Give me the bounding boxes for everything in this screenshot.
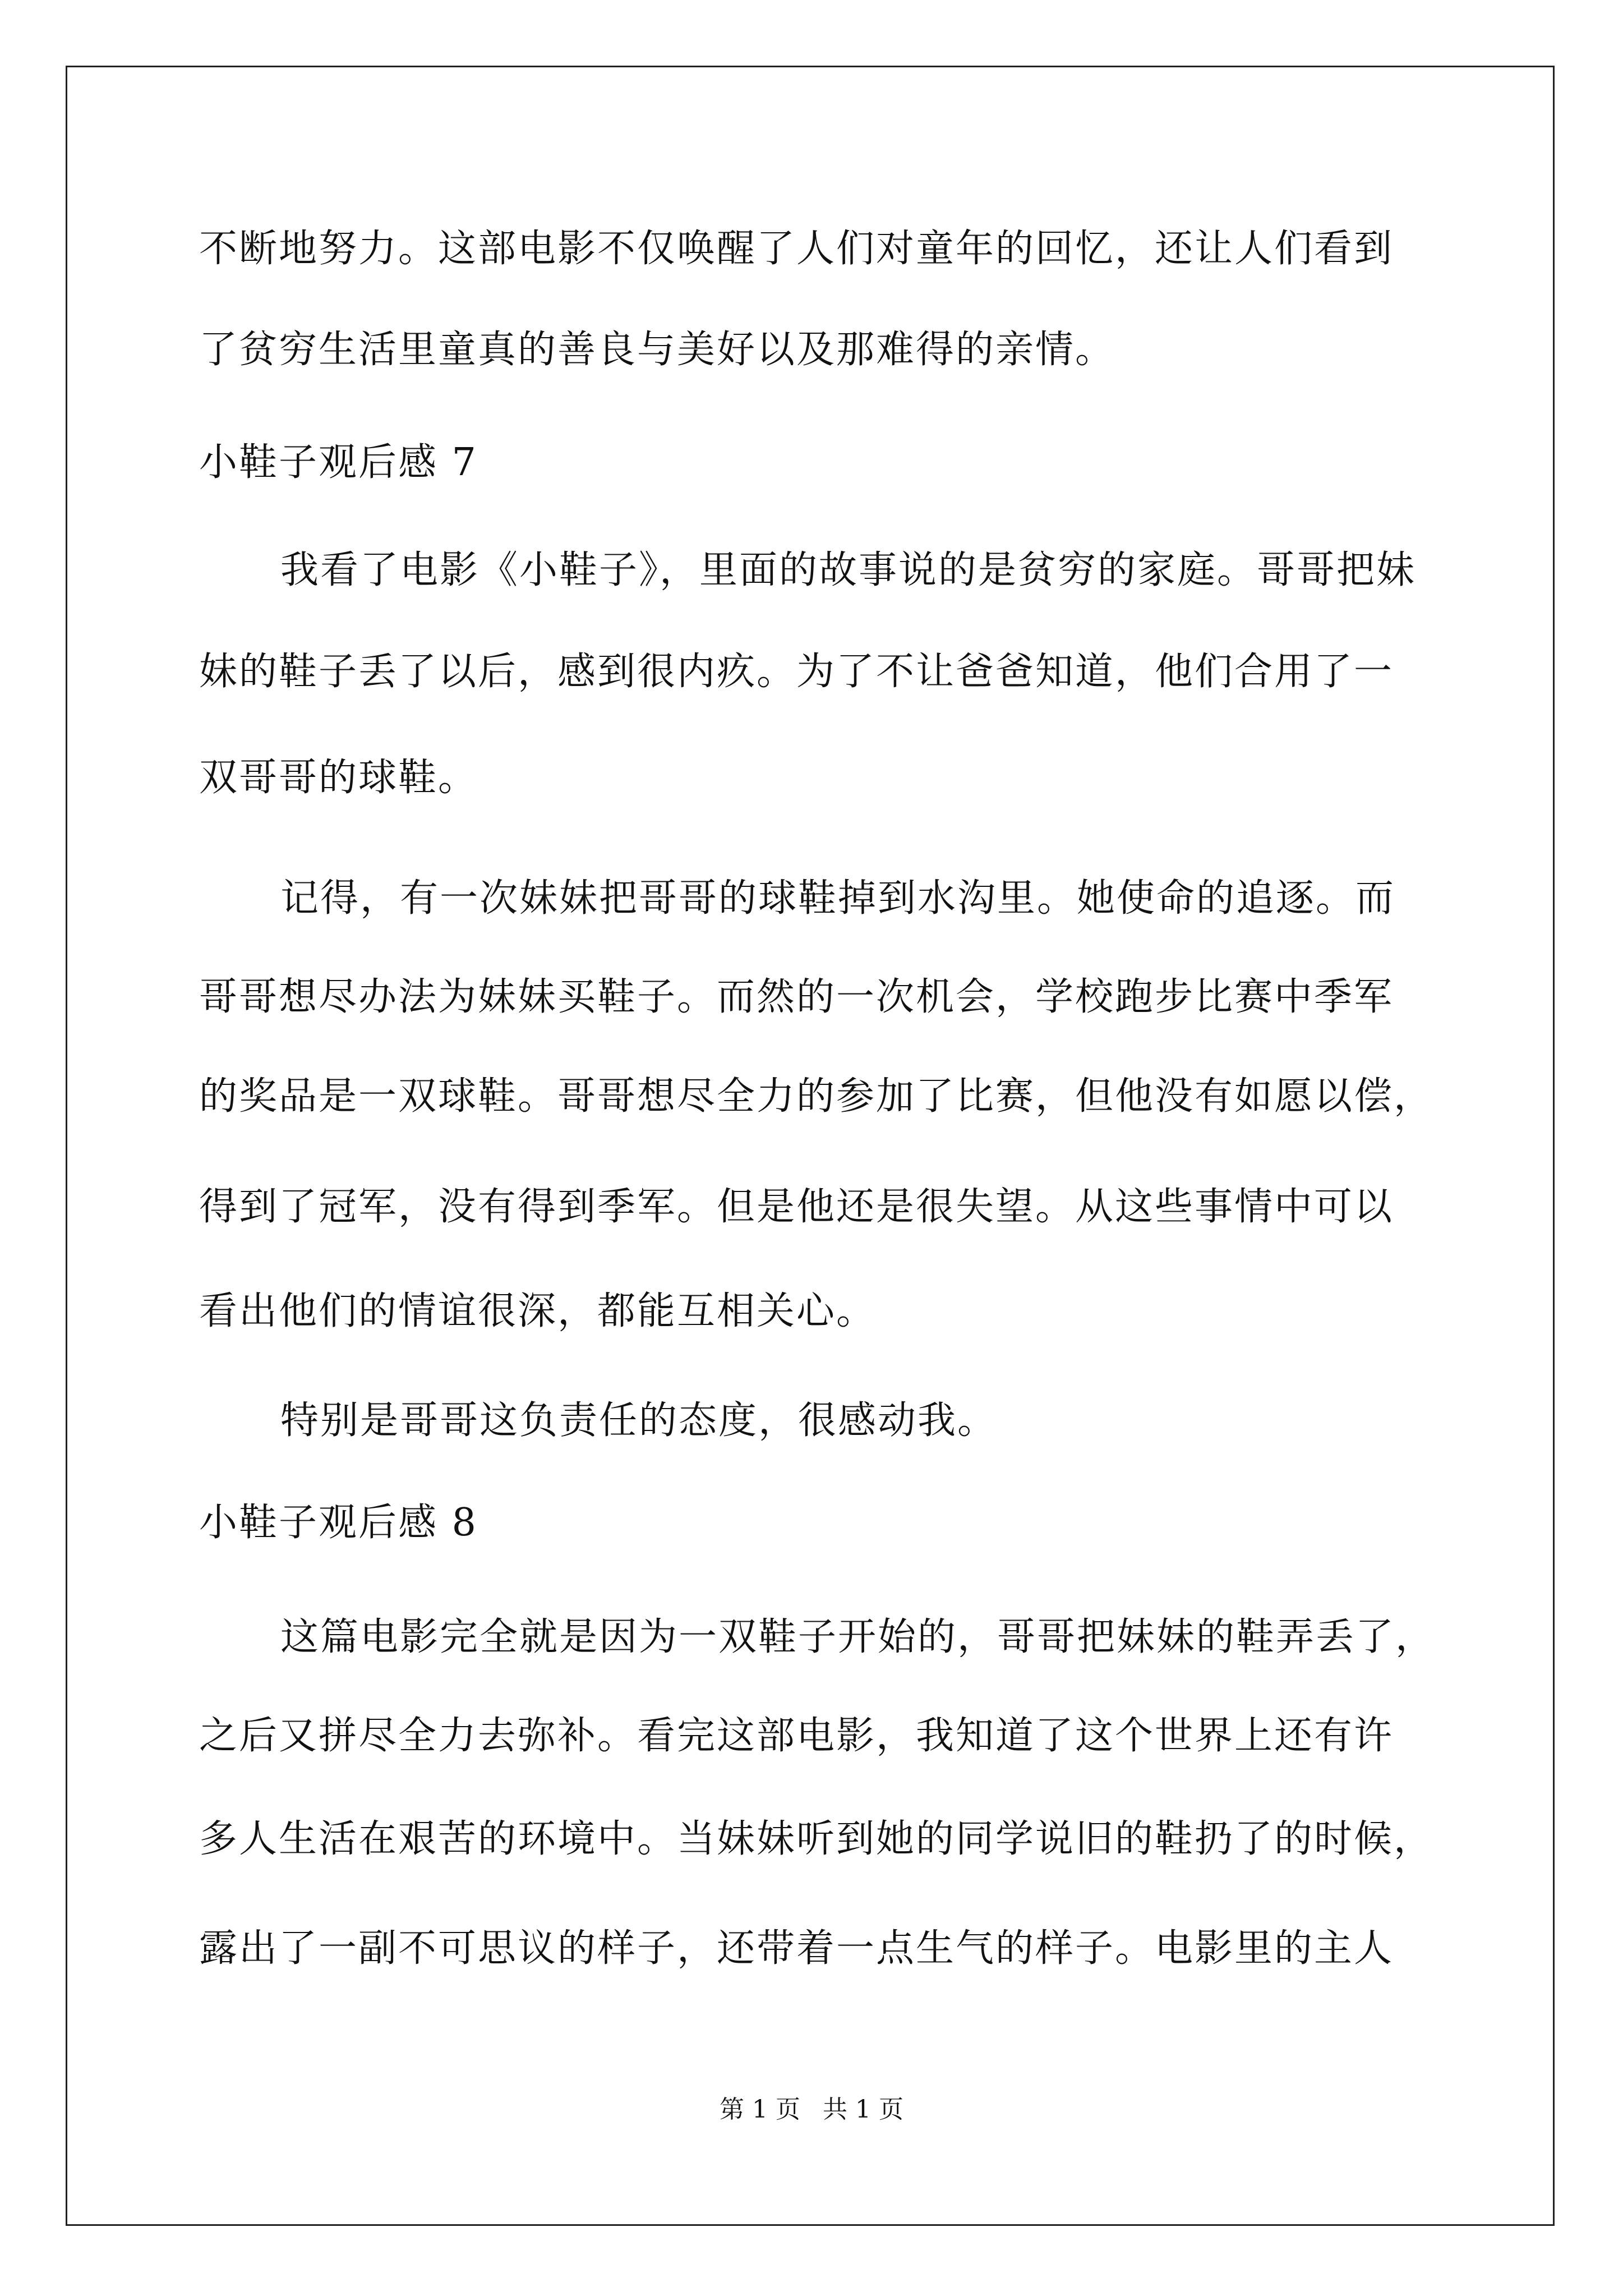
body-line: 多人生活在艰苦的环境中。当妹妹听到她的同学说旧的鞋扔了的时候， [199,1817,1434,1861]
body-line: 看出他们的情谊很深，都能互相关心。 [199,1289,877,1333]
body-line: 这篇电影完全就是因为一双鞋子开始的，哥哥把妹妹的鞋弄丢了， [280,1615,1436,1659]
body-line: 得到了冠军，没有得到季军。但是他还是很失望。从这些事情中可以 [199,1185,1394,1229]
body-line: 妹的鞋子丢了以后，感到很内疚。为了不让爸爸知道，他们合用了一 [199,650,1394,694]
body-line: 露出了一副不可思议的样子，还带着一点生气的样子。电影里的主人 [199,1926,1394,1971]
page-border [66,66,1555,2226]
body-line: 了贫穷生活里童真的善良与美好以及那难得的亲情。 [199,328,1115,372]
section-heading: 小鞋子观后感 8 [199,1501,478,1545]
section-heading: 小鞋子观后感 7 [199,440,478,485]
body-line: 之后又拼尽全力去弥补。看完这部电影，我知道了这个世界上还有许 [199,1714,1394,1758]
body-line: 的奖品是一双球鞋。哥哥想尽全力的参加了比赛，但他没有如愿以偿， [199,1074,1434,1119]
page-total: 共 1 页 [823,2095,903,2124]
page-number: 第 1 页 [720,2095,800,2124]
page-footer [0,2094,1623,2125]
body-line: 不断地努力。这部电影不仅唤醒了人们对童年的回忆，还让人们看到 [199,227,1394,271]
body-line: 记得，有一次妹妹把哥哥的球鞋掉到水沟里。她使命的追逐。而 [280,876,1396,921]
body-line: 我看了电影《小鞋子》，里面的故事说的是贫穷的家庭。哥哥把妹 [280,548,1417,592]
body-line: 特别是哥哥这负责任的态度，很感动我。 [280,1398,998,1443]
body-line: 哥哥想尽办法为妹妹买鞋子。而然的一次机会，学校跑步比赛中季军 [199,975,1394,1019]
body-line: 双哥哥的球鞋。 [199,756,478,800]
